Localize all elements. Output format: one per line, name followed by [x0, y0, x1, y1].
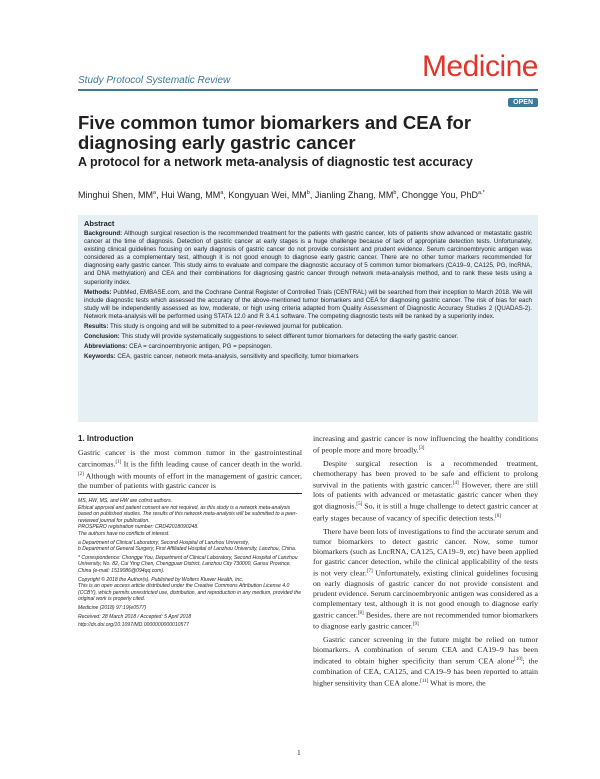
article-title: Five common tumor biomarkers and CEA for diagnosing early gastric cancer	[78, 112, 472, 153]
author: Hui Wang, $MM^a$,	[161, 190, 229, 200]
citation-link[interactable]: [1]	[115, 460, 122, 466]
citation-info: Medicine (2018) 97:19(e0577)	[78, 604, 147, 611]
author: Chongge You, PhD$^{a,*}$	[401, 190, 485, 200]
body-paragraph: Despite surgical resection is a recommended treatment, chemotherapy has been proved to be safe and efficient to prolong survival in the patients with gastric cancer.[4] However, there are still lots of patients with advanced or metastatic gastric cancer when they got diagnosis.[5] So, it is still a huge challenge to detect gastric cancer at early stages because of vacancy of specific detection tests.[6]	[313, 458, 539, 523]
footnote: b Department of General Surgery, First Affiliated Hospital of Lanzhou University, Lanzhou, China.	[78, 546, 297, 553]
citation-link[interactable]: [3]	[418, 446, 425, 452]
abstract-box	[78, 215, 538, 422]
received-accepted: Received: 28 March 2018 / Accepted: 5 April 2018	[78, 613, 192, 620]
citation-link[interactable]: [11]	[420, 678, 429, 684]
doi-link[interactable]: http://dx.doi.org/10.1097/MD.0000000000010577	[78, 622, 190, 629]
header-rule	[78, 89, 538, 91]
author: Jianling Zhang, $MM^b$,	[314, 190, 402, 200]
correspondence-note: * Correspondence: Chongge You, Department of Clinical Laboratory, Second Hospital of Lanzhou University, No. 82, Cui Ying Chen, Chengguan District, Lanzhou City 730000, Gansu Province, China (e-mail: 1519086@094qq.com).	[78, 554, 298, 574]
citation-link[interactable]: [4]	[452, 480, 459, 486]
citation-link[interactable]: [8]	[357, 610, 364, 616]
abstract-methods: Methods: PubMed, EMBASE.com, and the Cochrane Central Register of Controlled Trials (CENTRAL) will be searched from their inception to March 2018. We will include diagnostic tests which assessed the accuracy of the above-mentioned tumor biomarkers and CEA for diagnosing gastric cancer. The risk of bias for each study will be independently assessed as low, moderate, or high using criteria adapted from Quality Assessment of Diagnostic Accuracy Studies 2 (QUADAS-2). Network meta-analysis will be performed using STATA 12.0 and R 3.4.1 software. The competing diagnostic tests will be ranked by a superiority index.	[84, 288, 532, 320]
page-number: 1	[297, 748, 301, 757]
abstract-conclusion: Conclusion: This study will provide systematically suggestions to select different tumor biomarkers for detecting the early gastric cancer.	[84, 333, 459, 341]
footnote: a Department of Clinical Laboratory, Second Hospital of Lanzhou University,	[78, 539, 250, 546]
article-subtitle: A protocol for a network meta-analysis of diagnostic test accuracy	[78, 155, 473, 169]
introduction-paragraph: Gastric cancer is the most common tumor in the gastrointestinal carcinomas.[1] It is the fifth leading cause of cancer death in the world.[2] Although with mounts of effort in the management of gastric cancer, the number of patients with gastric cancer is	[78, 448, 302, 491]
footnote: PROSPERO registration number: CRD42018090248.	[78, 524, 199, 531]
citation-link[interactable]: [10]	[514, 657, 523, 663]
license-note: This is an open access article distributed under the Creative Commons Attribution License 4.0 (CCBY), which permits unrestricted use, distribution, and reproduction in any medium, provided the original work is properly cited.	[78, 583, 302, 603]
open-access-badge: OPEN	[508, 98, 538, 107]
citation-link[interactable]: [9]	[412, 622, 419, 628]
author: Kongyuan Wei, $MM^b$,	[228, 190, 315, 200]
journal-logo: Medicine	[421, 50, 538, 83]
citation-link[interactable]: [7]	[366, 568, 373, 574]
body-paragraph: Gastric cancer screening in the future might be relied on tumor biomarkers. A combination of serum CEA and CA19–9 has been indicated to obtain higher specificity than serum CEA alone[10]; the combination of CEA, CA125, and CA19–9 has been reported to attain higher sensitivity than CEA alone.[11] What is more, the	[313, 635, 538, 688]
abstract-abbreviations: Abbreviations: CEA = carcinoembryonic antigen, PG = pepsinogen.	[84, 343, 273, 351]
citation-link[interactable]: [2]	[78, 471, 84, 477]
copyright-note: Copyright © 2018 the Author(s). Published by Wolters Kluwer Health, Inc.	[78, 576, 244, 583]
body-column-right	[313, 434, 538, 691]
footnote: Ethical approval and patient consent are not required, as this study is a network meta-analysis based on published studies. The results of this network meta-analysis will be submitted to a peer-reviewed journal for publication.	[78, 504, 298, 524]
author: Minghui Shen, $MM^a$,	[78, 190, 162, 200]
footnote: MS, HW, MS, and HW are cofirst authors.	[78, 498, 173, 504]
body-paragraph: increasing and gastric cancer is now influencing the healthy conditions of people more and more broadly.[3]	[313, 434, 538, 455]
footnote: The authors have no conflicts of interest.	[78, 530, 170, 537]
abstract-background: Background: Although surgical resection is the recommended treatment for the patients with gastric cancer, lots of patients show advanced or metastatic gastric cancer at the time of diagnosis. Detection of gastric cancer at early stages is a huge challenge because of lack of appropriate detection tests. Unfortunately, existing clinical guidelines focusing on early diagnosis of gastric cancer do not provide consistent and prudent evidence. Serum carcinoembryonic antigen was considered as a complementary test, although it is not good enough to diagnose early gastric cancer. There are no other tumor markers recommended for diagnosing early gastric cancer. This study aims to evaluate and compare the diagnostic accuracy of 5 common tumor biomarkers (CA19–9, CA125, PG, lncRNA, and DNA methylation) and CEA and their combinations for diagnosing gastric cancer through network meta-analysis method, and to rank these tests using a superiority index.	[84, 230, 532, 286]
abstract-results: Results: This study is ongoing and will be submitted to a peer-reviewed journal for publication.	[84, 323, 343, 331]
citation-link[interactable]: [6]	[495, 514, 501, 520]
journal-header	[78, 50, 538, 106]
abstract-keywords: Keywords: CEA, gastric cancer, network meta-analysis, sensitivity and specificity, tumor biomarkers	[84, 353, 359, 361]
citation-link[interactable]: [5]	[356, 502, 363, 508]
article-type-label: Study Protocol Systematic Review	[78, 75, 231, 86]
body-paragraph: There have been lots of investigations to find the accurate serum and tumor biomarkers to detect gastric cancer. Now, some tumor biomarkers (such as LncRNA, CA125, CA19–9, etc) have been applied for gastric cancer detection, while the clinical applicability of the tests is not very clear.[7] Unfortunately, existing clinical guidelines focusing on early diagnosis of gastric cancer do not provide consistent and prudent evidence. Serum carcinoembryonic antigen was considered as a complementary test, although it is not good enough to diagnose early gastric cancer.[8] Besides, there are not recommended tumor biomarkers to diagnose early gastric cancer.[9]	[313, 526, 538, 631]
author-list	[78, 190, 538, 200]
abstract-heading: Abstract	[84, 219, 115, 228]
section-heading-introduction: 1. Introduction	[78, 434, 134, 443]
footnotes	[78, 493, 302, 629]
